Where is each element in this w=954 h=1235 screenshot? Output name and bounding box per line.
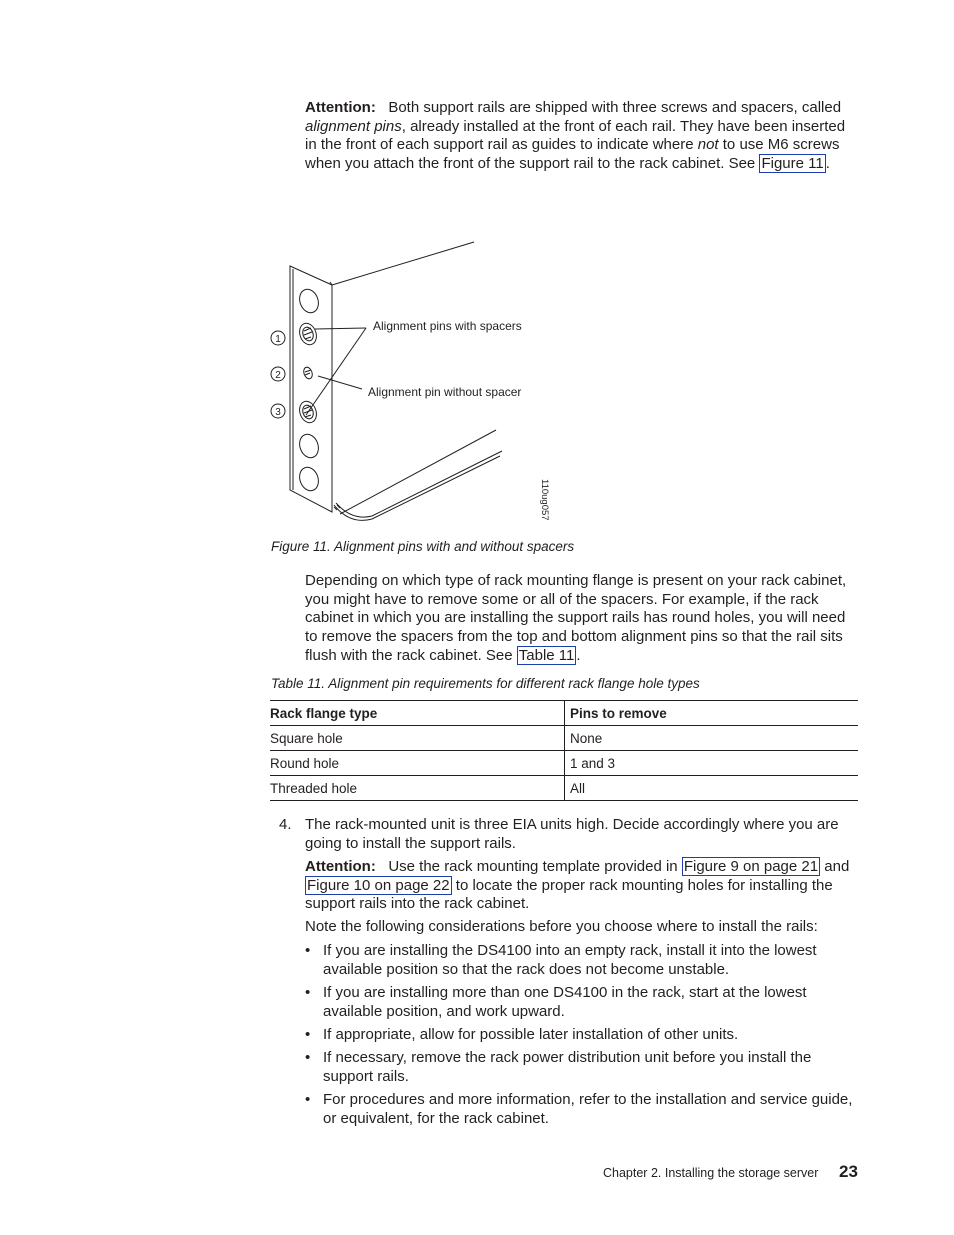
bullet: • xyxy=(305,1091,311,1108)
step-4-text: The rack-mounted unit is three EIA units high. Decide accordingly where you are going to install the support rails. xyxy=(305,816,839,852)
table-row xyxy=(270,726,858,751)
column-header-flange-type: Rack flange type xyxy=(270,701,565,726)
rail-flange-plate xyxy=(290,266,332,512)
flange-paragraph-text: Depending on which type of rack mounting flange is present on your rack cabinet, you might have to remove some or all of the spacers. For example, if the rack cabinet in which you are installing the support rails has round holes, you will need to remove the spacers from the top and bottom alignment pins so that the rail sits flush with the rack cabinet. See xyxy=(305,572,847,664)
attention-text: , already installed at the front of each rail. They have been inserted in the front of each support rail as guides to indicate where xyxy=(305,117,846,154)
rail-bottom-edge xyxy=(340,430,496,514)
rail-top-edge xyxy=(332,242,474,285)
emphasis-not: not xyxy=(697,136,719,154)
bullet: • xyxy=(305,1026,311,1043)
table-cell: 1 and 3 xyxy=(565,751,859,776)
bullet: • xyxy=(305,942,311,959)
table-header-row xyxy=(270,701,858,726)
step-4-attention xyxy=(305,858,857,914)
rail-illustration xyxy=(260,235,560,535)
list-item-text: If necessary, remove the rack power distribution unit before you install the support rails. xyxy=(323,1049,812,1085)
list-item-text: If you are installing the DS4100 into an empty rack, install it into the lowest available position so that the rack does not become unstable. xyxy=(323,942,817,978)
attention-text: and xyxy=(820,858,850,875)
leader-line-pin-1 xyxy=(315,328,366,329)
square-hole-4 xyxy=(296,432,321,461)
table-cell: None xyxy=(565,726,859,751)
label-pins-with-spacers: Alignment pins with spacers xyxy=(373,319,522,333)
page-number: 23 xyxy=(839,1162,858,1181)
table-row xyxy=(270,776,858,801)
callout-2: 2 xyxy=(275,370,281,381)
leader-line-pin-2 xyxy=(318,376,362,389)
bullet: • xyxy=(305,984,311,1001)
table-cell: Round hole xyxy=(270,751,565,776)
figure-10-link[interactable]: Figure 10 on page 22 xyxy=(307,876,450,894)
footer-chapter: Chapter 2. Installing the storage server xyxy=(603,1166,819,1180)
list-item-text: If you are installing more than one DS4100 in the rack, start at the lowest available position, and work upward. xyxy=(323,984,807,1020)
attention-text: Both support rails are shipped with three screws and spacers, called xyxy=(388,99,842,116)
table-caption: Table 11. Alignment pin requirements for different rack flange hole types xyxy=(271,676,700,691)
attention-text: Use the rack mounting template provided in xyxy=(388,858,682,875)
figure-caption: Figure 11. Alignment pins with and without spacers xyxy=(271,539,575,554)
list-item-text: If appropriate, allow for possible later installation of other units. xyxy=(323,1026,739,1043)
callout-3: 3 xyxy=(275,407,281,418)
rail-lip-outer xyxy=(334,456,500,520)
figure-9-link[interactable]: Figure 9 on page 21 xyxy=(683,858,819,875)
figure-11-link[interactable]: Figure 11 xyxy=(761,155,824,173)
step-number: 4. xyxy=(279,816,292,833)
table-cell: All xyxy=(565,776,859,801)
square-hole-5 xyxy=(296,465,321,494)
table-cell: Square hole xyxy=(270,726,565,751)
figure-id: 110ug057 xyxy=(539,479,550,521)
considerations-note: Note the following considerations before you choose where to install the rails: xyxy=(305,918,818,935)
pin-2-head xyxy=(302,366,314,380)
flange-paragraph-end: . xyxy=(576,646,581,664)
attention-text: . xyxy=(825,155,830,173)
table-row xyxy=(270,751,858,776)
pin-2-thread xyxy=(305,370,311,375)
label-pin-without-spacer: Alignment pin without spacer xyxy=(368,385,522,399)
bullet: • xyxy=(305,1049,311,1066)
table-11-link[interactable]: Table 11 xyxy=(518,646,575,664)
alignment-pin-table xyxy=(270,700,858,801)
rail-lip-inner xyxy=(336,451,502,517)
attention-text: to locate the proper rack mounting holes for installing the support rails into the rack cabinet. xyxy=(305,876,833,913)
list-item-text: For procedures and more information, refer to the installation and service guide, or equivalent, for the rack cabinet. xyxy=(323,1091,853,1127)
attention-label: Attention: xyxy=(305,99,376,116)
flange-paragraph xyxy=(305,572,857,666)
square-hole-top xyxy=(296,287,321,316)
table-cell: Threaded hole xyxy=(270,776,565,801)
callout-1: 1 xyxy=(275,334,281,345)
attention-text: to use M6 screws when you attach the front of the support rail to the rack cabinet. See xyxy=(305,136,840,173)
flange-holes xyxy=(296,287,321,494)
attention-label: Attention: xyxy=(305,858,376,875)
column-header-pins-to-remove: Pins to remove xyxy=(565,701,859,726)
attention-paragraph xyxy=(305,99,857,174)
emphasis-alignment-pins: alignment pins xyxy=(305,117,402,135)
